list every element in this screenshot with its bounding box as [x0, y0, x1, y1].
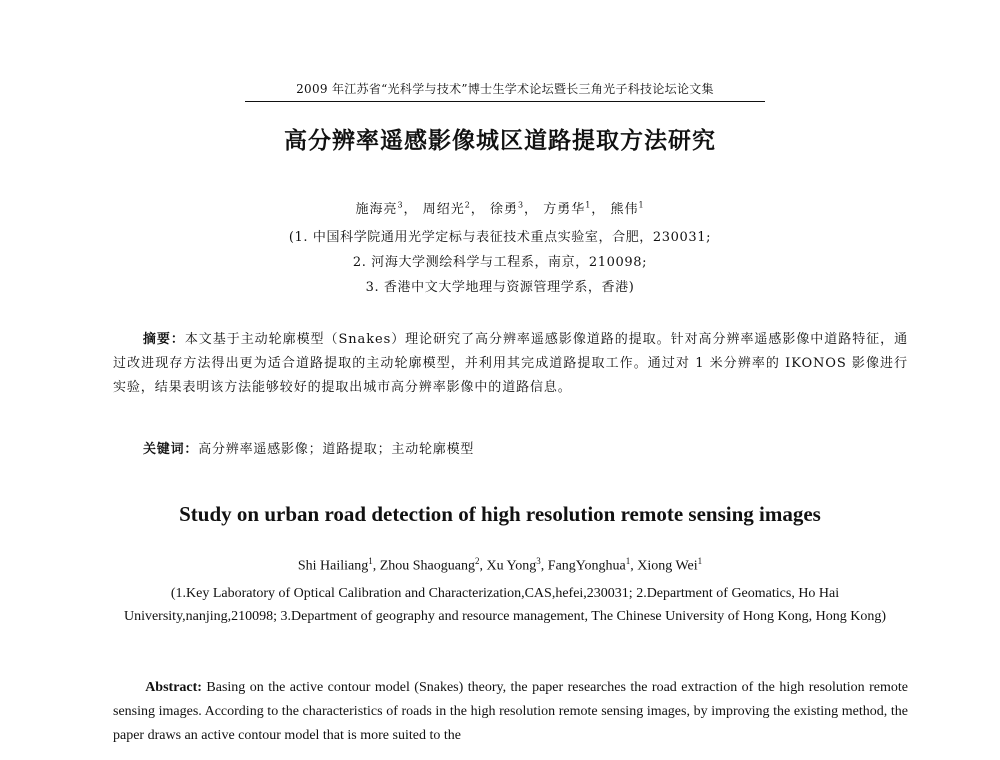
author-sup: 1: [625, 556, 631, 566]
abstract-cn-label: 摘要：: [142, 332, 185, 347]
author-sup: 2: [474, 556, 480, 566]
title-english: Study on urban road detection of high resolution remote sensing images: [179, 502, 821, 526]
authors-chinese: 施海亮$^3$， 周绍光$^2$， 徐勇$^3$， 方勇华$^1$， 熊伟$^1$: [355, 200, 645, 217]
abstract-en-text: Basing on the active contour model (Snakes) theory, the paper researches the road extraction of the high resolution remote sensing images. According to the characteristics of roads in the high resolution remote sensing images, by improving the existing method, the paper draws an active contour model that is more suited to the: [113, 680, 909, 743]
keywords-chinese: [143, 438, 474, 457]
running-header: 2009 年江苏省“光科学与技术”博士生学术论坛暨长三角光子科技论坛论文集: [245, 80, 765, 102]
keywords-cn-label: 关键词：: [143, 442, 199, 457]
affiliations-english: (1.Key Laboratory of Optical Calibration and Characterization,CAS,hefei,230031; 2.Department of Geomatics, Ho Hai University,nanjing,210098; 3.Department of geography and resource management, The Chinese University of Hong Kong, Hong Kong): [123, 586, 887, 624]
abstract-cn-text: 本文基于主动轮廓模型（Snakes）理论研究了高分辨率遥感影像道路的提取。针对高分辨率遥感影像中道路特征，通过改进现存方法得出更为适合道路提取的主动轮廓模型，并利用其完成道路提取工作。通过对 1 米分辨率的 IKONOS 影像进行实验，结果表明该方法能够较好的提取出城市高分辨率影像中的道路信息。: [113, 332, 909, 395]
author-sup: 3: [517, 200, 525, 210]
keywords-cn-text: 高分辨率遥感影像；道路提取；主动轮廓模型: [198, 442, 475, 457]
affiliation-cn-1: (1. 中国科学院通用光学定标与表征技术重点实验室，合肥，230031;: [288, 230, 712, 245]
author-sup: 3: [397, 200, 404, 210]
author-en: FangYonghua: [547, 558, 626, 574]
abstract-english: [113, 676, 908, 748]
title-chinese: 高分辨率遥感影像城区道路提取方法研究: [284, 127, 716, 154]
author-sup: 3: [536, 556, 541, 566]
author-sup: 1: [585, 200, 592, 210]
author-cn: 施海亮: [355, 202, 398, 217]
author-cn: 周绍光: [422, 202, 465, 217]
affiliation-cn-3: 3. 香港中文大学地理与资源管理学系，香港): [365, 280, 635, 295]
affiliation-cn-2: 2. 河海大学测绘科学与工程系，南京，210098;: [352, 255, 648, 270]
abstract-en-label: Abstract:: [145, 680, 202, 695]
authors-english: Shi Hailiang$^1$, Zhou Shaoguang$^2$, Xu Yong$^3$, FangYonghua$^1$, Xiong Wei$^1$: [297, 556, 703, 574]
author-en: Zhou Shaoguang: [379, 558, 475, 574]
author-sup: 1: [638, 200, 645, 210]
author-sup: 2: [464, 200, 471, 210]
author-cn: 徐勇: [489, 202, 518, 217]
author-en: Xu Yong: [486, 558, 537, 574]
author-en: Xiong Wei: [637, 558, 698, 574]
author-sup: 1: [368, 556, 373, 566]
author-cn: 方勇华: [543, 202, 586, 217]
author-en: Shi Hailiang: [297, 558, 369, 574]
author-cn: 熊伟: [610, 202, 639, 217]
author-sup: 1: [697, 556, 703, 566]
abstract-chinese: [113, 328, 908, 400]
